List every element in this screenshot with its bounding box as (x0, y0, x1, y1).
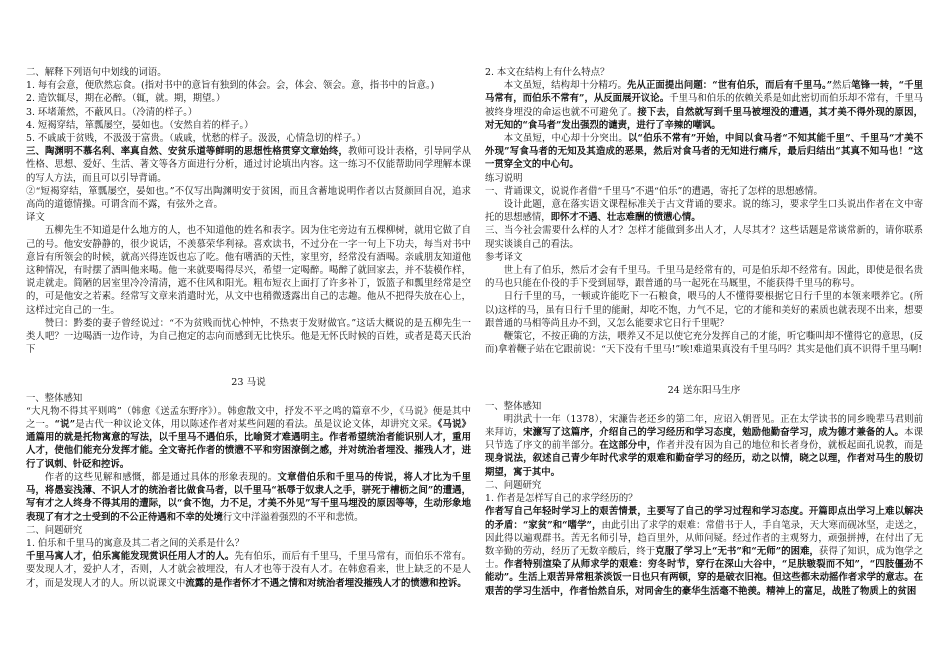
bold-text: 《马说》通篇用的就是托物寓意的写法，以千里马不遇伯乐，比喻贤才难遇明主。作者希望统治者能识别人才，重用人才，使他们能充分发挥才能。全文寄托作者的愤懑不平和穷困潦倒之感，并对统治者埋没、摧残人才，进行了讽刺、针砭和控诉。 (26, 419, 471, 470)
body-text: 由此引出了求学的艰难：常借书于人，手自笔录，天大寒而砚冰坚，走送之，因此得以遍观群书。苦无名师引导，趋百里外，从师问疑。经过作者的主观努力，顽强拼搏，在付出了无数辛勤的劳动，经历了无数辛酸后，终于 (485, 519, 923, 557)
body-text: 千里马和伯乐的依赖关系是如此密切而伯乐却不常有，千里马被终身埋没的命运也就不可避免了。 (485, 93, 923, 118)
right-column (485, 66, 923, 598)
body-text: 然后 (832, 80, 852, 92)
body-text: “大凡物不得其平则鸣”（韩愈《送孟东野序》）。韩愈散文中，抒发不平之鸣的篇章不少，《马说》便是其中之一。 (26, 405, 471, 431)
body-text: 本文虽短，结构却十分精巧。 (503, 80, 627, 92)
question: 2. 本文在结构上有什么特点？ (485, 67, 610, 78)
body-text: 设计此题，意在落实语文课程标准关于古文背诵的要求。说的练习，要求学生口头说出作者在文中寄托的思想感情， (485, 199, 923, 224)
bold-text: 作者特别渲染了从师求学的艰难：穷冬时节，穿行在深山大谷中，“足肤皲裂而不知”，“四肢僵劲不能动”。生活上艰苦异常粗茶淡饭一日也只有两顿，穿的是破衣旧袍。但这些都未动摇作者求学的意志。在艰苦的学习生活中，作者怡然自乐，对同舍生的豪华生活毫不艳羡。精神上的富足，战胜了物质上的贫困 (485, 559, 923, 597)
bold-text: “说” (54, 419, 76, 431)
section-heading: 二、解释下列语句中划线的词语。 (26, 67, 167, 78)
body-text: 获得了知识，成为饱学之士。 (485, 545, 923, 571)
paragraph: ②“短褐穿结，箪瓢屡空，晏如也。”不仅写出陶渊明安于贫困，而且含蓄地说明作者以古贤颜回自况，追求高尚的道德情操。可谓含而不露，有弦外之音。 (26, 185, 471, 211)
answer (26, 550, 471, 590)
translation-paragraph: 赞曰：黔娄的妻子曾经说过：“不为贫贱而忧心忡忡，不热衷于发财做官。”这话大概说的是五柳先生一类人吧？一边喝酒一边作诗，为自己抱定的志向而感到无比快乐。他是无怀氏时候的百姓，或者是葛天氏治下 (26, 317, 471, 356)
exercise-item: 三、当今社会需要什么样的人才？怎样才能做到多出人才，人尽其才？这些话题是常谈常新的，请你联系现实谈谈自己的看法。 (485, 225, 923, 250)
translation-paragraph: 鞭策它，不按正确的方法，喂养又不足以使它充分发挥自己的才能，听它嘶叫却不懂得它的意思，(反而)拿着鞭子站在它跟前说：“天下没有千里马!”唉!难道果真没有千里马吗？其实是他们真不识得千里马啊! (485, 331, 923, 356)
section-three (26, 145, 471, 185)
bold-text: 三、陶渊明不慕名利、率真自然、安贫乐道等鲜明的思想性格贯穿文章始终， (26, 146, 348, 158)
translation-paragraph: 五柳先生不知道是什么地方的人，也不知道他的姓名和表字。因为住宅旁边有五棵柳树，就用它做了自己的号。他安安静静的，很少说话，不羡慕荣华利禄。喜欢读书，不过分在一字一句上下功夫，每当对书中意旨有所领会的时候，就高兴得连饭也忘了吃。他有嗜酒的天性，家里穷，经常没有酒喝。亲戚朋友知道他这种情况，有时摆了酒叫他来喝。他一来就要喝得尽兴，希望一定喝醉。喝醉了就回家去，并不装模作样，说走就走。简陋的居室里冷冷清清，遮不住风和阳光。粗布短衣上面打了许多补丁，饭篮子和瓢里经常是空的，可是他安之若素。经常写文章来消遣时光，从文中也稍微透露出自己的志趣。他从不把得失放在心上，这样过完自己的一生。 (26, 225, 471, 316)
body-text: 作者并没有因为自己的地位和长者身份，就板起面孔说教，而是 (656, 440, 923, 452)
translation-paragraph: 世上有了伯乐，然后才会有千里马。千里马是经常有的，可是伯乐却不经常有。因此，即使是很名贵的马也只能在仆役的手下受到屈辱，跟普通的马一起死在马厩里，不能获得千里马的称号。 (485, 265, 923, 290)
bold-text: 接下去，自然就写到千里马被埋没的遭遇，其才美不得外现的原因，对无知的“食马者”发出强烈的谴责，进行了辛辣的嘲讽。 (485, 106, 923, 131)
explanation-item: 5. 不戚戚于贫贱，不汲汲于富贵。（戚戚，忧愁的样子。汲汲，心情急切的样子。） (26, 133, 367, 145)
exercise-item: 一、背诵课文，说说作者借“千里马”不遇“伯乐”的遭遇，寄托了怎样的思想感情。 (485, 185, 823, 197)
bold-text: 先从正面提出问题：“世有伯乐，而后有千里马。” (627, 80, 833, 92)
body-text: 明洪武十一年（1378），宋濂告老还乡的第二年，应诏入朝晋见。正在太学读书的同乡晚辈马君则前来拜访， (485, 413, 923, 439)
lesson-title: 24 送东阳马生序 (667, 385, 741, 397)
answer (485, 132, 923, 172)
explanation-item: 1. 每有会意，便欣然忘食。(指对书中的意旨有独到的体会。会，体会、领会。意，指书中的旨意。) (26, 80, 435, 92)
explanation-item: 3. 环堵萧然，不蔽风日。（冷清的样子。） (26, 106, 198, 118)
section-heading: 一、整体感知 (26, 392, 83, 404)
answer (485, 505, 923, 597)
bold-text: 千里马寓人才，伯乐寓能发现赏识任用人才的人。 (26, 551, 235, 563)
paragraph (26, 471, 471, 524)
paragraph (485, 413, 923, 479)
bold-text: 作者写自己年轻时学习上的艰苦情景，主要写了自己的学习过程和学习态度。开篇即点出学习上难以解决的矛盾：“家贫”和“嗜学”， (485, 506, 923, 531)
answer (485, 79, 923, 132)
bold-text: 以“伯乐不常有”开始，中间以食马者“不知其能千里”、千里马“才美不外现”写食马者的无知及其造成的恶果，然后对食马者的无知进行痛斥，最后归结出“其真不知马也！”这一贯穿全文的中心句。 (485, 133, 923, 171)
bold-text: 笔锋一转，“千里马常有，而伯乐不常有”，从反面展开议论。 (485, 80, 923, 105)
bold-text: 流露的是作者怀才不遇之情和对统治者埋没摧残人才的愤懑和控诉。 (185, 577, 467, 589)
body-text: 行文中洋溢着强烈的不平和悲愤。 (222, 511, 364, 523)
body-text: 作者的这些见解和感慨，都是通过具体的形象表现的。 (44, 471, 278, 483)
body-text: 先有伯乐，而后有千里马，千里马常有，而伯乐不常有。要发现人才，爱护人才，否则，人才就会被埋没，有人才也等于没有人才。在韩愈看来，世上缺乏的不是人才，而是发现人才的人。所以说课文中 (26, 551, 471, 589)
exercise-label: 练习说明 (485, 172, 523, 184)
paragraph (485, 198, 923, 224)
question: 1. 作者是怎样写自己的求学经历的？ (485, 493, 638, 505)
translation-paragraph: 日行千里的马，一顿或许能吃下一石粮食，喂马的人不懂得要根据它日行千里的本领来喂养它。(所以)这样的马，虽有日行千里的能耐，却吃不饱，力气不足，它的才能和美好的素质也就表现不出来，想要跟普通的马相等尚且办不到，又怎么能要求它日行千里呢？ (485, 291, 923, 329)
body-text: 本文虽短，中心却十分突出。 (503, 133, 628, 145)
body-text: 本课只节选了序文的前半部分。 (485, 427, 923, 452)
question: 1. 伯乐和千里马的寓意及其二者之间的关系是什么？ (26, 537, 245, 549)
translation-label: 译文 (26, 212, 45, 224)
bold-text: 现身说法，叙述自己青少年时代求学的艰难和勤奋学习的经历，动之以情，晓之以理，作者对马生的殷切期望，寓于其中。 (485, 453, 923, 478)
left-column (26, 66, 471, 590)
bold-text: 在这部分中， (599, 440, 657, 452)
paragraph (26, 405, 471, 471)
section-heading: 一、整体感知 (485, 400, 542, 412)
bold-text: 宋濂写了这篇序，介绍自己的学习经历和学习态度，勉励他勤奋学习，成为德才兼备的人。 (523, 427, 905, 439)
explanation-item: 2. 造饮辄尽，期在必醉。（辄，就。期，期望。） (26, 93, 226, 105)
bold-text: 克服了学习上“无书”和“无师”的困难， (655, 545, 820, 557)
section-heading: 二、问题研究 (26, 524, 83, 536)
body-text: 教师可设计表格，引导同学从性格、思想、爱好、生活、著文等各方面进行分析，通过讨论填出内容。这一练习不仅能帮助同学理解本课的写人方法，而且可以引导背诵。 (26, 146, 471, 184)
lesson-title: 23 马说 (231, 377, 266, 389)
section-heading: 二、问题研究 (485, 479, 542, 491)
reference-label: 参考译文 (485, 251, 523, 263)
bold-text: 文章借伯乐和千里马的传说，将人才比为千里马，将愚妄浅薄、不识人才的统治者比做食马者，以千里马“祇辱于奴隶人之手，骈死于槽枥之间”的遭遇，写有才之人终身不得其用的遭际，以“食不饱，力不足，才美不外见”写千里马埋没的原因等等，生动形象地表现了有才之士受到的不公正待遇和不幸的处境 (26, 471, 471, 523)
explanation-item: 4. 短褐穿结，箪瓢屡空，晏如也。（安然自若的样子。） (26, 119, 254, 131)
body-text: 是古代一种议论文体，用以陈述作者对某些问题的看法。虽是议论文体，却讲究文采。 (75, 419, 438, 431)
bold-text: 即怀才不遇、壮志难酬的愤懑心情。 (550, 212, 701, 224)
